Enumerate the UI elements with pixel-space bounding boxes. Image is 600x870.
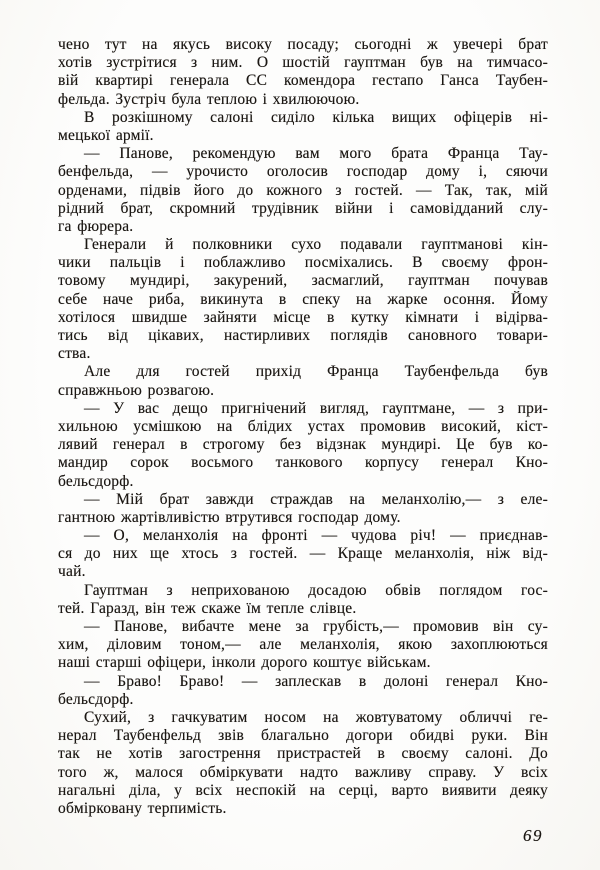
text-line: орденами, підвів його до кожного з гостей. — Так, так, мій [58,181,548,199]
page-text [58,36,548,818]
text-line: Але для гостей прихід Франца Таубенфельда був [84,363,548,381]
text-line: ся до них ще хтось з гостей. — Краще меланхолія, ніж від- [58,545,548,563]
text-line: — Браво! Браво! — заплескав в долоні генерал Кно- [84,672,548,690]
text-line: чики пальців і поблажливо посміхались. В своєму фрон- [58,254,548,272]
text-line: — У вас дещо пригнічений вигляд, гауптмане, — з при- [84,399,548,417]
text-line: тей. Гаразд, він теж скаже їм тепле слівце. [58,599,357,617]
text-line: ства. [58,345,91,363]
text-line: нагальні діла, у всіх неспокій на серці, варто виявити деяку [58,781,548,799]
text-line: наші старші офіцери, інколи дорого коштує військам. [58,654,431,672]
text-line: га фюрера. [58,217,134,235]
text-line: чено тут на якусь високу посаду; сьогодні ж увечері брат [58,36,548,53]
text-line: — Мій брат завжди страждав на меланхолію,— з еле- [84,490,548,508]
text-line: так не хотів загострення пристрастей в своєму салоні. До [58,745,548,763]
text-line: себе наче риба, викинута в спеку на жарке осоння. Йому [58,290,548,308]
text-line: рідний брат, скромний трудівник війни і самовідданий слу- [58,199,548,217]
text-line: того ж, малося обміркувати надто важливу справу. У всіх [58,763,548,781]
text-line: хильною усмішкою на блідих устах промовив високий, кіст- [58,417,548,435]
text-line: справжньою розвагою. [58,381,215,399]
text-line: мецької армії. [58,126,154,144]
text-line: Гауптман з неприхованою досадою обвів поглядом гос- [84,581,548,599]
text-line: товому мундирі, закурений, засмаглий, гауптман почував [58,272,548,290]
text-line: обмірковану терпимість. [58,799,227,817]
text-line: — Панове, вибачте мене за грубість,— промовив він су- [84,618,548,635]
page-number: 69 [523,826,543,845]
text-line: тись від цікавих, настирливих поглядів сановного товари- [58,327,548,344]
text-line: фельда. Зустріч була теплою і хвилюючою. [58,90,360,108]
text-line: Генерали й полковники сухо подавали гауптманові кін- [84,236,548,254]
text-line: хотілося швидше зайняти місце в кутку кімнати і відірва- [58,308,548,326]
text-line: чай. [58,563,86,581]
text-line: — О, меланхолія на фронті — чудова річ! — приєднав- [84,527,548,545]
text-line: мандир сорок восьмого танкового корпусу генерал Кно- [58,454,548,472]
text-line: нерал Таубенфельд звів благально догори обидві руки. Він [58,727,548,745]
text-line: вій квартирі генерала СС комендора гестапо Ганса Таубен- [58,72,548,90]
text-line: лявий генерал в строгому без відзнак мундирі. Це був ко- [58,436,548,454]
text-line: бенфельда, — урочисто оголосив господар дому і, сяючи [58,163,548,181]
text-line: Сухий, з гачкуватим носом на жовтуватому обличчі ге- [84,708,548,726]
text-line: гантною жартівливістю втрутився господар дому. [58,508,401,526]
text-line: бельсдорф. [58,472,134,490]
text-line: хотів зустрітися з ним. О шостій гауптман був на тимчасо- [58,54,548,72]
text-line: бельсдорф. [58,690,134,708]
text-line: В розкішному салоні сиділо кілька вищих офіцерів ні- [84,108,548,126]
text-line: хим, діловим тоном,— але меланхолія, якою захоплюються [58,636,548,654]
text-line: — Панове, рекомендую вам мого брата Франца Тау- [84,145,548,163]
